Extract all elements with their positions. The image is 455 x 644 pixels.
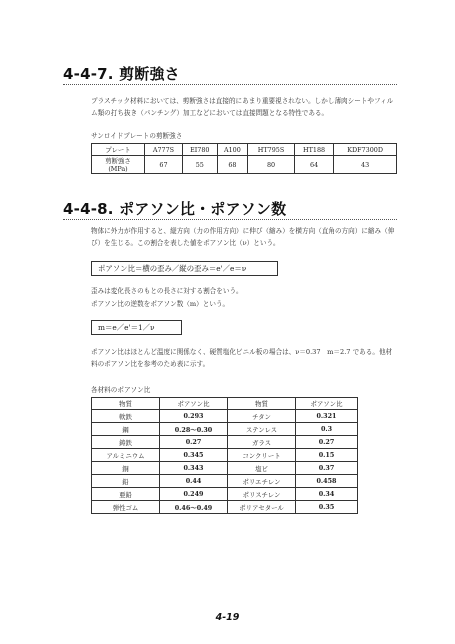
table-row (92, 501, 358, 514)
material-cell: ポリスチレン (228, 488, 296, 501)
row-label-unit: (MPa) (108, 164, 128, 173)
formula-box-poisson-ratio: ポアソン比＝横の歪み／縦の歪み＝e'／e＝ν (91, 261, 278, 276)
header-cell: プレート (92, 144, 145, 156)
ratio-cell: 0.27 (296, 436, 358, 449)
ratio-cell: 0.35 (296, 501, 358, 514)
header-cell: 物質 (92, 398, 160, 410)
ratio-cell: 0.46～0.49 (160, 501, 228, 514)
material-cell: 鋼 (92, 423, 160, 436)
section-title-poisson: 4-4-8. ポアソン比・ポアソン数 (63, 200, 287, 218)
value-cell: 43 (334, 156, 397, 174)
header-cell: HT795S (248, 144, 295, 156)
poisson-description: 物体に外力が作用すると、縦方向（力の作用方向）に伸び（縮み）を横方向（直角の方向）に縮み（伸び）を生じる。この割合を表した値をポアソン比（ν）という。 (91, 227, 395, 247)
poisson-number-definition: ポアソン比の逆数をポアソン数（m）という。 (91, 300, 230, 308)
section-title-shear: 4-4-7. 剪断強さ (63, 65, 180, 83)
material-cell: コンクリート (228, 449, 296, 462)
ratio-cell: 0.321 (296, 410, 358, 423)
shear-description: プラスチック材料においては、剪断強さは直接的にあまり重要視されない。しかし薄肉シートやフィルム類の打ち抜き（パンチング）加工などにおいては直接問題となる特性である。 (91, 97, 394, 117)
material-cell: ステンレス (228, 423, 296, 436)
strain-definition: 歪みは変化長さのもとの長さに対する割合をいう。 (91, 287, 243, 295)
section-divider (63, 219, 397, 220)
section-divider (63, 84, 397, 85)
ratio-cell: 0.345 (160, 449, 228, 462)
ratio-cell: 0.27 (160, 436, 228, 449)
material-cell: ポリエチレン (228, 475, 296, 488)
header-cell: A777S (145, 144, 183, 156)
table-row (92, 462, 358, 475)
material-cell: 塩ビ (228, 462, 296, 475)
material-cell: 弾性ゴム (92, 501, 160, 514)
poisson-table-caption: 各材料のポアソン比 (91, 386, 151, 394)
header-cell: ポアソン比 (296, 398, 358, 410)
header-cell: ポアソン比 (160, 398, 228, 410)
row-label-line: 剪断強さ (105, 156, 131, 165)
material-cell: 銅 (92, 462, 160, 475)
table-header-row (92, 398, 358, 410)
table-row (92, 475, 358, 488)
material-cell: ガラス (228, 436, 296, 449)
page-number: 4-19 (215, 612, 240, 623)
header-cell: EI780 (182, 144, 217, 156)
material-cell: 鋳鉄 (92, 436, 160, 449)
ratio-cell: 0.15 (296, 449, 358, 462)
ratio-cell: 0.37 (296, 462, 358, 475)
ratio-cell: 0.293 (160, 410, 228, 423)
value-cell: 68 (217, 156, 247, 174)
value-cell: 67 (145, 156, 183, 174)
header-cell: HT188 (294, 144, 333, 156)
table-header-row (92, 144, 397, 156)
ratio-cell: 0.34 (296, 488, 358, 501)
material-cell: アルミニウム (92, 449, 160, 462)
ratio-cell: 0.249 (160, 488, 228, 501)
ratio-cell: 0.458 (296, 475, 358, 488)
shear-table-caption: サンロイドプレートの剪断強さ (91, 132, 183, 140)
material-cell: ポリアセタール (228, 501, 296, 514)
table-row (92, 488, 358, 501)
ratio-cell: 0.3 (296, 423, 358, 436)
row-label-cell (92, 156, 145, 174)
value-cell: 64 (294, 156, 333, 174)
material-cell: 鉛 (92, 475, 160, 488)
material-cell: チタン (228, 410, 296, 423)
header-cell: 物質 (228, 398, 296, 410)
material-cell: 亜鉛 (92, 488, 160, 501)
ratio-cell: 0.28～0.30 (160, 423, 228, 436)
table-row (92, 423, 358, 436)
value-cell: 55 (182, 156, 217, 174)
pvc-poisson-note: ポアソン比はほとんど温度に関係なく、硬質塩化ビニル板の場合は、ν＝0.37 m＝2.7 である。他材料のポアソン比を参考のため表に示す。 (91, 348, 393, 368)
header-cell: KDF7300D (334, 144, 397, 156)
value-cell: 80 (248, 156, 295, 174)
table-row (92, 436, 358, 449)
material-cell: 軟鉄 (92, 410, 160, 423)
ratio-cell: 0.44 (160, 475, 228, 488)
table-row (92, 156, 397, 174)
poisson-ratio-table (91, 397, 358, 514)
formula-box-poisson-number: m＝e／e'＝1／ν (91, 320, 182, 335)
table-row (92, 449, 358, 462)
header-cell: A100 (217, 144, 247, 156)
ratio-cell: 0.343 (160, 462, 228, 475)
shear-strength-table (91, 143, 397, 174)
table-row (92, 410, 358, 423)
